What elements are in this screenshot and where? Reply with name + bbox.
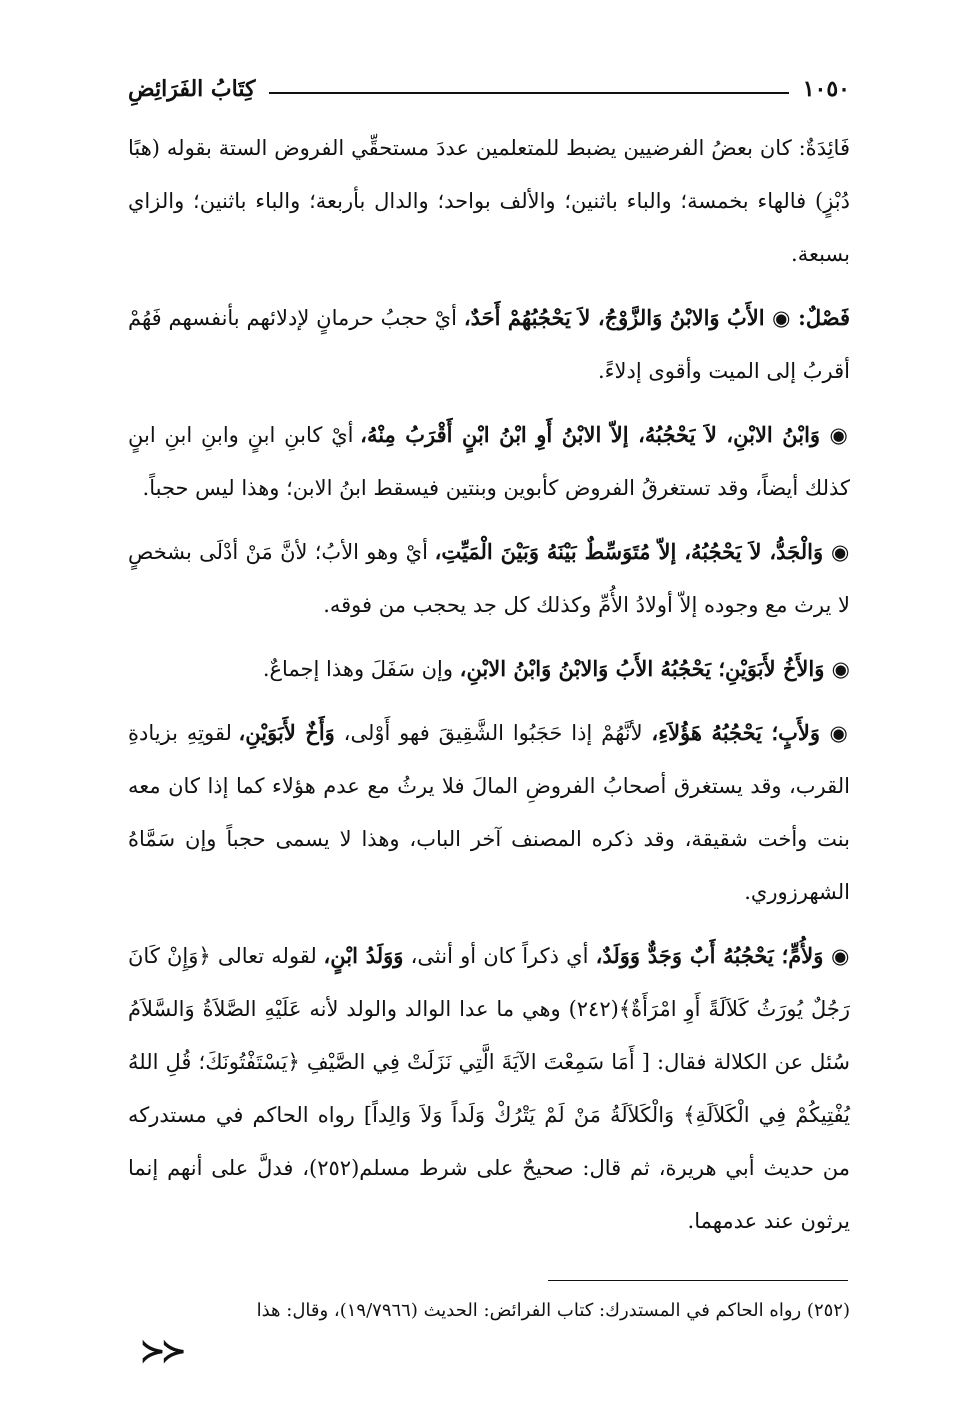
sharh-text: أي ذكراً كان أو أنثى، — [403, 944, 596, 968]
running-title: كِتَابُ الفَرَائِضِ — [128, 76, 256, 102]
footnote-divider — [548, 1280, 848, 1281]
page-number: ١٠٥٠ — [802, 76, 850, 102]
paragraph-full-brother — [128, 642, 850, 696]
matn-text: ◉ وَابْنُ الابْنِ، لاَ يَحْجُبُهُ، إلاّ الابْنُ أَوِ ابْنُ ابْنٍ أَقْرَبُ مِنْهُ، — [360, 422, 850, 447]
matn-text: ◉ وَلأَبٍ؛ يَحْجُبُهُ هَؤُلاَءِ، — [651, 720, 850, 745]
sharh-text: لقوتِهِ بزيادةِ القرب، وقد يستغرق أصحابُ الفروضِ المالَ فلا يرثُ مع عدم هؤلاء كما إذا كان معه بنت وأخت شقيقة، وقد ذكره المصنف آخر الباب، وهذا لا يسمى حجباً وإن سَمَّاهُ الشهرزوري. — [128, 721, 850, 904]
paragraph-maternal-brother — [128, 929, 850, 1248]
paragraph-text: فَائِدَةٌ: كان بعضُ الفرضيين يضبط للمتعلمين عددَ مستحقِّي الفروض الستة بقوله (هبًا دُبْزٍ) فالهاء بخمسة؛ والباء باثنين؛ والألف بواحد؛ والدال بأربعة؛ والباء باثنين؛ والزاي بسبعة. — [128, 136, 850, 266]
sharh-text: لقوله تعالى ﴿وَإِنْ كَانَ رَجُلٌ يُورَثُ كَلاَلَةً أَوِ امْرَأَةٌ﴾(٢٤٢) وهي ما عدا الوالد والولد لأنه عَلَيْهِ الصَّلاَةُ وَالسَّلاَمُ سُئل عن الكلالة فقال: [ أَمَا سَمِعْتَ الآيَةَ الَّتِي نَزَلَتْ فِي الصَّيْفِ ﴿يَسْتَفْتُونَكَ؛ قُلِ اللهُ يُفْتِيكُمْ فِي الْكَلاَلَةِ﴾ وَالْكَلاَلَةُ مَنْ لَمْ يَتْرُكْ وَلَداً وَلاَ وَالِداً] رواه الحاكم في مستدركه من حديث أبي هريرة، ثم قال: صحيحٌ على شرط مسلم(٢٥٢)، فدلَّ على أنهم إنما يرثون عند عدمهما. — [128, 944, 851, 1233]
paragraph-faida — [128, 122, 850, 281]
paragraph-paternal-brother — [128, 706, 850, 919]
paragraph-grandfather — [128, 525, 850, 632]
paragraph-son-of-son — [128, 408, 850, 515]
sharh-text: وإن سَفَلَ وهذا إجماعٌ. — [262, 657, 460, 681]
matn-text: وَأَخٌ لأَبَوَيْنِ، — [238, 720, 335, 745]
header-rule — [269, 92, 788, 94]
paragraph-fasl — [128, 291, 850, 398]
matn-text: ◉ وَالْجَدُّ، لاَ يَحْجُبُهُ، إلاّ مُتَوَسِّطٌ بَيْنَهُ وَبَيْنَ الْمَيِّتِ، — [434, 539, 850, 564]
matn-text: وَوَلَدُ ابْنٍ، — [323, 943, 404, 968]
sharh-text: أيْ كابنِ ابنٍ وابنِ ابنِ ابنٍ كذلك أيضاً، وقد تستغرقُ الفروض كأبوين وبنتين فيسقط ابنُ الابن؛ وهذا ليس حجباً. — [128, 423, 850, 500]
main-text — [128, 122, 850, 1258]
sharh-text: لأنَّهُمْ إذا حَجَبُوا الشَّقِيقَ فهو أَوْلى، — [334, 721, 652, 745]
sharh-text: أيْ وهو الأبُ؛ لأنَّ مَنْ أدْلَى بشخصٍ لا يرث مع وجوده إلاّ أولادُ الأُمِّ وكذلك كل جد يحجب من فوقه. — [128, 540, 850, 617]
matn-text: ◉ وَلأُمٍّ؛ يَحْجُبُهُ أَبٌ وَجَدٌّ وَوَلَدٌ، — [595, 943, 850, 968]
continuation-mark: ≺≺ — [140, 1334, 183, 1369]
sharh-text: أيْ حجبُ حرمانٍ لإدلائهم بأنفسهم فَهُمْ أقربُ إلى الميت وأقوى إدلاءً. — [128, 306, 850, 383]
matn-text: ◉ وَالأَخُ لأَبَوَيْنِ؛ يَحْجُبُهُ الأَبُ وَالابْنُ وَابْنُ الابْنِ، — [459, 656, 850, 681]
footnote: (٢٥٢) رواه الحاكم في المستدرك: كتاب الفرائض: الحديث (١٩/٧٩٦٦)، وقال: هذا — [256, 1300, 850, 1321]
matn-text: فَصْلٌ: ◉ الأَبُ وَالابْنُ وَالزَّوْجُ، لاَ يَحْجُبُهُمْ أَحَدٌ، — [463, 305, 851, 330]
page-header — [128, 62, 850, 102]
